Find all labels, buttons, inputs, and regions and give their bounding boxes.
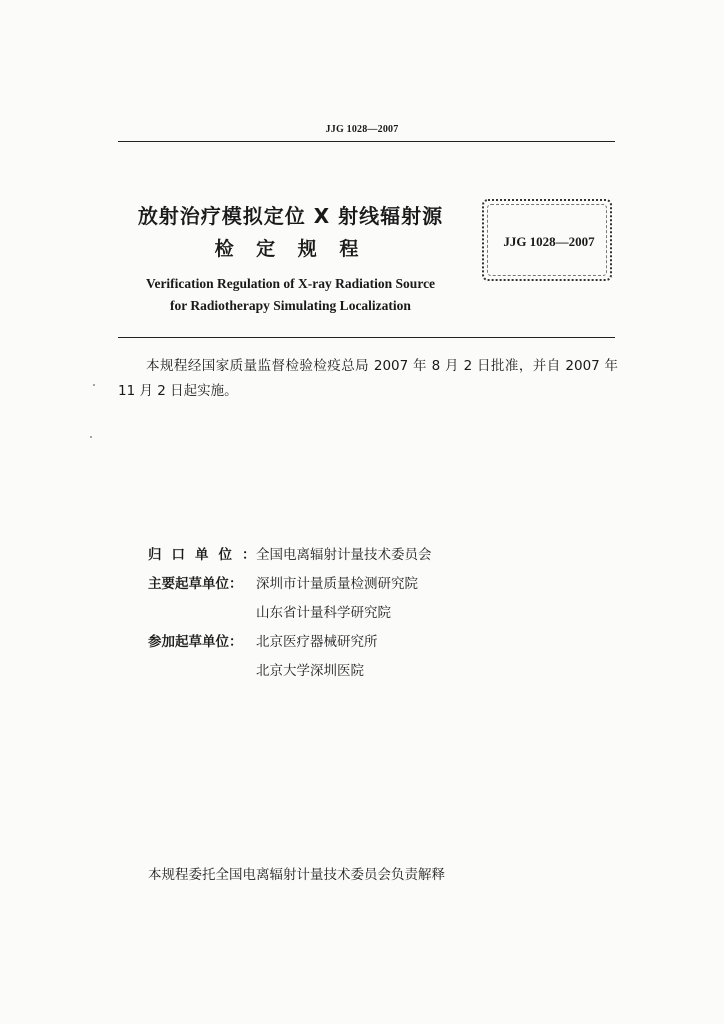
- org-value: 全国电离辐射计量技术委员会: [256, 546, 432, 563]
- header-rule: [118, 141, 615, 142]
- title-chinese-line2: 检 定 规 程: [214, 238, 367, 260]
- standard-code-boxed: JJG 1028—2007: [503, 234, 595, 249]
- org-row-responsible: [148, 538, 432, 567]
- org-value: 北京大学深圳医院: [256, 662, 364, 679]
- interpretation-note: 本规程委托全国电离辐射计量技术委员会负责解释: [148, 867, 445, 883]
- org-row-main-drafter: [148, 567, 432, 596]
- standard-code-frame: [482, 199, 612, 281]
- org-value: 深圳市计量质量检测研究院: [256, 575, 418, 592]
- title-english-line1: Verification Regulation of X-ray Radiation Source: [145, 276, 436, 291]
- approval-statement: 本规程经国家质量监督检验检疫总局 2007 年 8 月 2 日批准，并自 2007 年 11 月 2 日起实施。: [118, 358, 618, 399]
- org-label: 归口单位：: [148, 546, 266, 563]
- org-row-participating-2: [148, 654, 432, 683]
- scan-speck: [90, 436, 92, 438]
- org-row-main-drafter-2: [148, 596, 432, 625]
- scan-speck: [93, 384, 95, 386]
- header-standard-code: JJG 1028—2007: [325, 124, 399, 135]
- org-row-participating: [148, 625, 432, 654]
- org-label: 主要起草单位：: [148, 575, 243, 592]
- title-english-line2: for Radiotherapy Simulating Localization: [170, 298, 411, 313]
- org-label: 参加起草单位：: [148, 633, 243, 650]
- title-rule: [118, 337, 615, 338]
- org-value: 山东省计量科学研究院: [256, 604, 391, 621]
- organization-list: [148, 538, 432, 683]
- org-value: 北京医疗器械研究所: [256, 633, 378, 650]
- title-chinese-line1: 放射治疗模拟定位 X 射线辐射源: [137, 204, 444, 228]
